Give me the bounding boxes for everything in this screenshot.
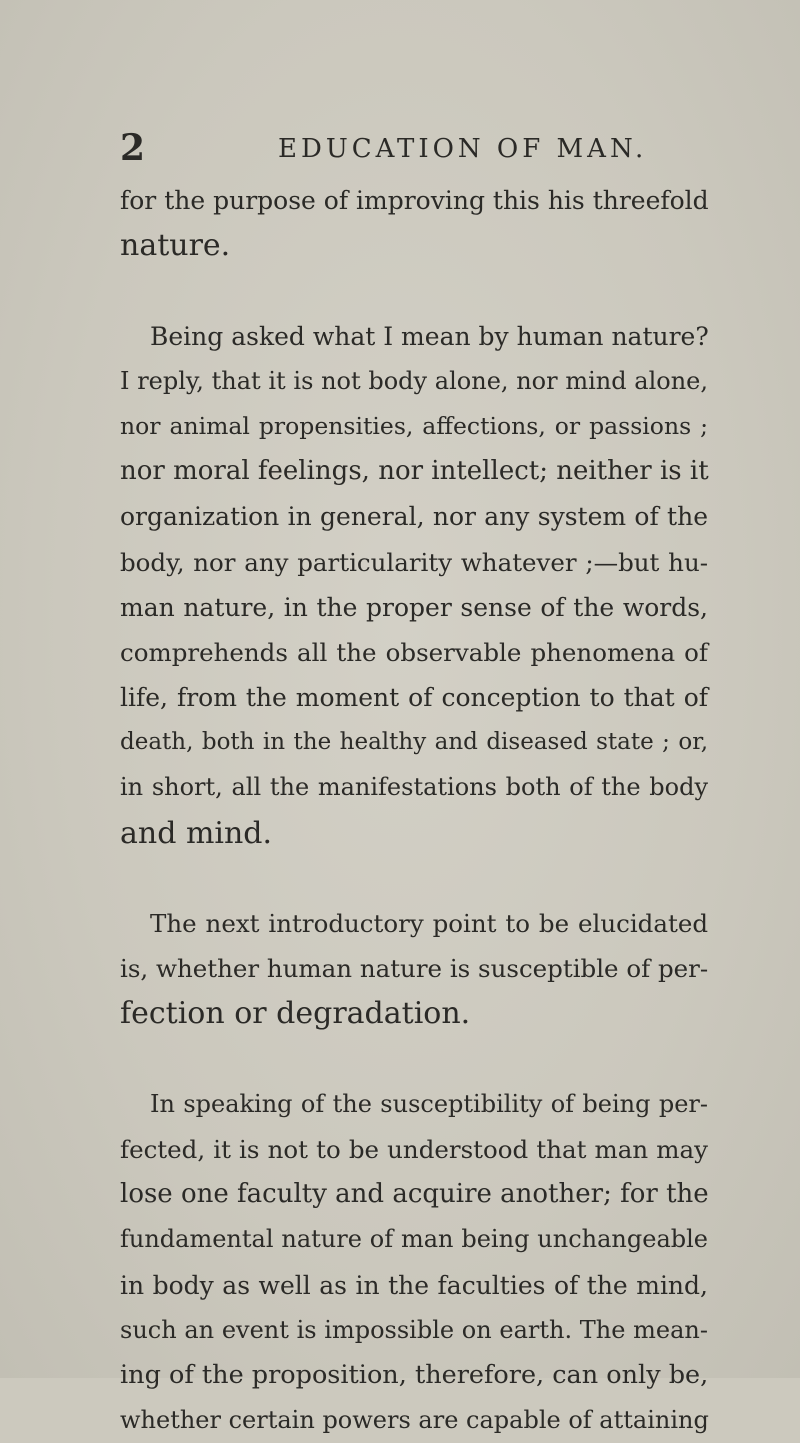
text-line: body, nor any particularity whatever ;—but hu- [120, 547, 708, 577]
text-line: ing of the proposition, therefore, can only be, [120, 1359, 709, 1390]
paragraph [120, 314, 708, 856]
text-line: I reply, that it is not body alone, nor mind alone, [120, 366, 708, 395]
text-line: life, from the moment of conception to that of [120, 683, 708, 713]
text-line: such an event is impossible on earth. The mean- [120, 1315, 708, 1344]
text-line: nor animal propensities, affections, or passions ; [120, 411, 708, 440]
text-line: and mind. [120, 815, 273, 851]
page-number: 2 [120, 127, 146, 169]
text-line: nature. [120, 228, 231, 264]
text-line: In speaking of the susceptibility of being per- [150, 1089, 708, 1118]
text-line: in body as well as in the faculties of the mind, [120, 1270, 708, 1300]
paragraph [120, 1082, 708, 1443]
page-header [120, 128, 760, 168]
text-line: death, both in the healthy and diseased state ; or, [120, 729, 708, 756]
text-line: lose one faculty and acquire another; for the [120, 1179, 709, 1210]
text-line: man nature, in the proper sense of the words, [120, 592, 708, 622]
text-line: nor moral feelings, nor intellect; neither is it [120, 456, 709, 487]
paragraph [120, 901, 708, 1037]
text-line: is, whether human nature is susceptible of per- [120, 954, 709, 984]
text-line: for the purpose of improving this his threefold [120, 186, 709, 215]
text-line: comprehends all the observable phenomena of [120, 637, 708, 667]
paragraph [120, 178, 708, 268]
body-text [120, 178, 708, 1443]
running-head: EDUCATION OF MAN. [278, 134, 648, 164]
text-line: in short, all the manifestations both of the body [120, 773, 708, 802]
text-line: organization in general, nor any system of the [120, 502, 708, 532]
text-line: Being asked what I mean by human nature? [150, 321, 709, 351]
text-line: fundamental nature of man being unchangeable [120, 1225, 708, 1254]
text-line: The next introductory point to be elucidated [150, 909, 708, 938]
text-line: fected, it is not to be understood that man may [120, 1134, 708, 1164]
text-line: whether certain powers are capable of attaining [120, 1406, 709, 1435]
text-line: fection or degradation. [120, 996, 471, 1032]
